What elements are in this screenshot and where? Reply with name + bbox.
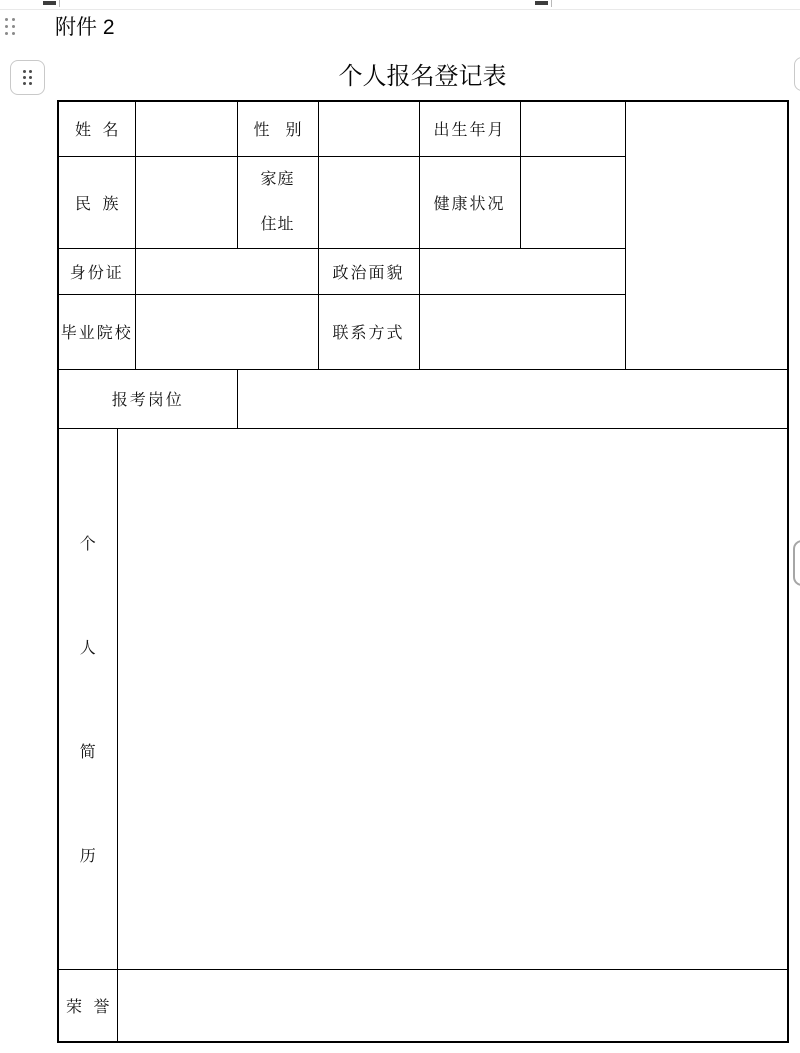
page-corner-mark-left bbox=[43, 1, 56, 5]
table-row bbox=[58, 969, 788, 1042]
health-value-cell[interactable] bbox=[520, 156, 625, 248]
name-value-cell[interactable] bbox=[135, 101, 237, 156]
ethnicity-value-cell[interactable] bbox=[135, 156, 237, 248]
gender-value-cell[interactable] bbox=[318, 101, 419, 156]
applied-position-value-cell[interactable] bbox=[237, 369, 788, 428]
table-drag-handle-button[interactable] bbox=[10, 60, 45, 95]
honors-label-cell: 荣 誉 bbox=[58, 969, 117, 1042]
table-row bbox=[58, 428, 788, 969]
table-row bbox=[58, 101, 788, 156]
graduate-school-value-cell[interactable] bbox=[135, 294, 318, 369]
id-number-value-cell[interactable] bbox=[135, 248, 318, 294]
paragraph-drag-handle-icon[interactable] bbox=[5, 18, 15, 35]
contact-value-cell[interactable] bbox=[419, 294, 625, 369]
page-corner-mark-right bbox=[535, 1, 548, 5]
page-title: 个人报名登记表 bbox=[338, 63, 507, 90]
scrollbar-thumb[interactable] bbox=[793, 540, 800, 586]
birth-date-value-cell[interactable] bbox=[520, 101, 625, 156]
home-address-label-cell: 家庭 住址 bbox=[237, 156, 318, 248]
political-status-value-cell[interactable] bbox=[419, 248, 625, 294]
attachment-label: 附件 2 bbox=[55, 16, 115, 39]
id-number-label-cell: 身份证 bbox=[58, 248, 135, 294]
applied-position-label-cell: 报考岗位 bbox=[58, 369, 237, 428]
grip-dots-icon bbox=[23, 70, 32, 85]
birth-date-label-cell: 出生年月 bbox=[419, 101, 520, 156]
resume-content-cell[interactable] bbox=[117, 428, 788, 969]
graduate-school-label-cell: 毕业院校 bbox=[58, 294, 135, 369]
name-label-cell: 姓 名 bbox=[58, 101, 135, 156]
health-label-cell: 健康状况 bbox=[419, 156, 520, 248]
contact-label-cell: 联系方式 bbox=[318, 294, 419, 369]
registration-form-table bbox=[57, 100, 789, 1043]
honors-content-cell[interactable] bbox=[117, 969, 788, 1042]
home-address-value-cell[interactable] bbox=[318, 156, 419, 248]
page-corner-tick-left bbox=[59, 0, 60, 7]
gender-label-cell: 性 别 bbox=[237, 101, 318, 156]
page-top-boundary-line bbox=[0, 9, 800, 10]
ethnicity-label-cell: 民 族 bbox=[58, 156, 135, 248]
table-row bbox=[58, 369, 788, 428]
resume-label-cell: 个 人 简 历 bbox=[58, 428, 117, 969]
right-edge-handle-button[interactable] bbox=[794, 57, 800, 91]
page-corner-tick-right bbox=[551, 0, 552, 7]
political-status-label-cell: 政治面貌 bbox=[318, 248, 419, 294]
photo-cell[interactable] bbox=[625, 101, 788, 369]
